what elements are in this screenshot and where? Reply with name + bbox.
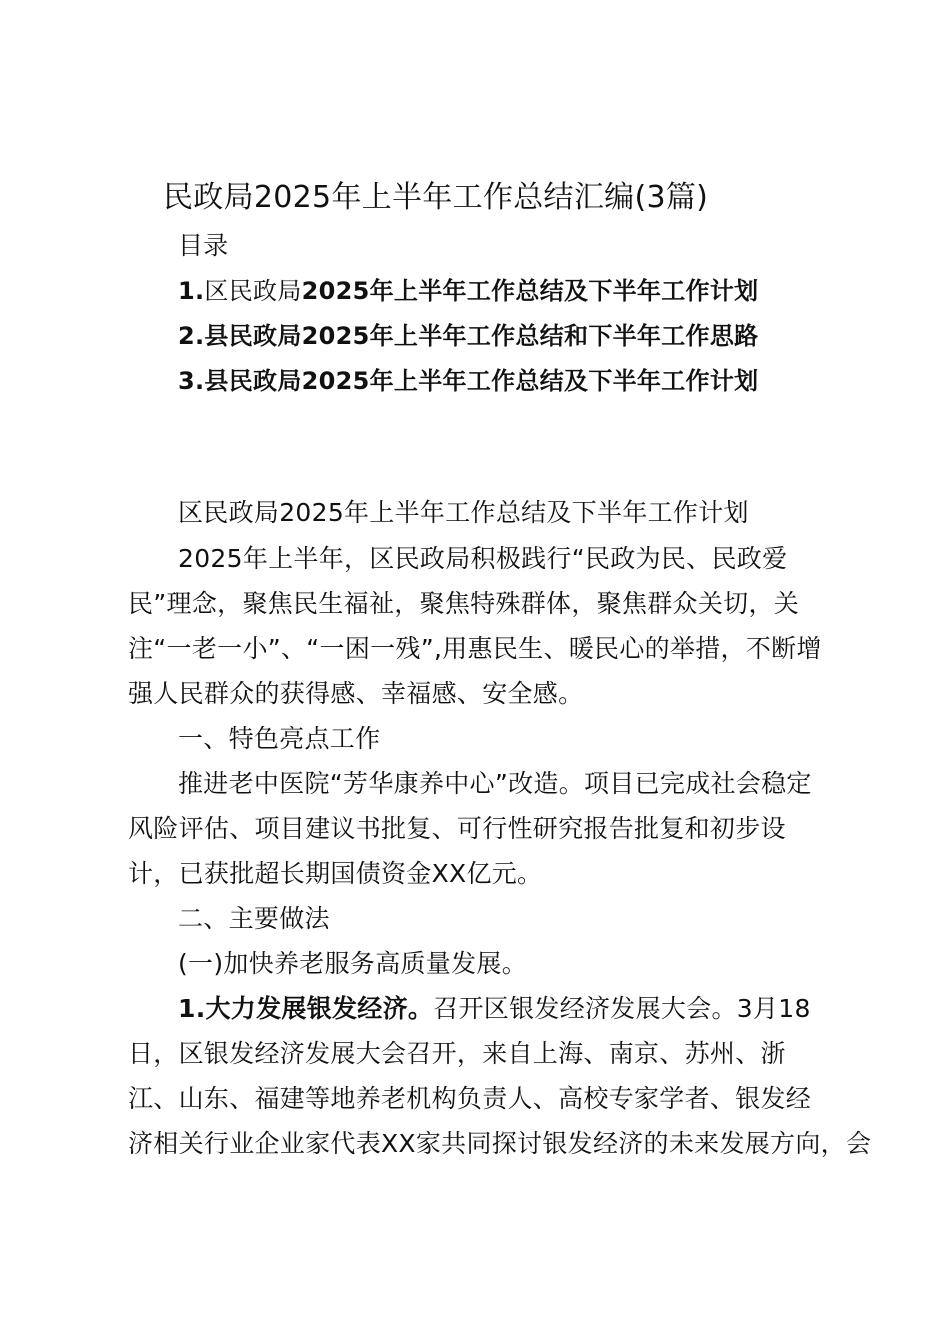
- item-1-line-2: 日，区银发经济发展大会召开，来自上海、南京、苏州、浙: [128, 1039, 786, 1068]
- intro-line-3: 注“一老一小”、“一困一残”,用惠民生、暖民心的举措，不断增: [128, 634, 822, 663]
- section-1-heading: 一、特色亮点工作: [178, 724, 381, 753]
- toc-item-1[interactable]: [178, 274, 758, 308]
- toc-item-bold-text: 2025年上半年工作总结及下半年工作计划: [301, 277, 759, 305]
- toc-item-bold-text: 县民政局2025年上半年工作总结及下半年工作计划: [204, 367, 759, 395]
- item-1-line-3: 江、山东、福建等地养老机构负责人、高校专家学者、银发经: [128, 1084, 812, 1113]
- toc-item-2[interactable]: [178, 319, 758, 353]
- toc-item-number: 1.: [178, 277, 205, 305]
- intro-line-2: 民”理念，聚焦民生福祉，聚焦特殊群体，聚焦群众关切，关: [128, 589, 800, 618]
- toc-heading: 目录: [178, 231, 229, 260]
- item-1-bold-lead: 1.大力发展银发经济。: [178, 994, 434, 1023]
- item-1-rest: 召开区银发经济发展大会。3月18: [433, 994, 811, 1023]
- section-1-line-3: 计，已获批超长期国债资金XX亿元。: [128, 859, 543, 888]
- item-1-line-4: 济相关行业企业家代表XX家共同探讨银发经济的未来发展方向，会: [128, 1129, 872, 1158]
- article-title: 区民政局2025年上半年工作总结及下半年工作计划: [178, 498, 749, 527]
- toc-item-bold-text: 县民政局2025年上半年工作总结和下半年工作思路: [204, 322, 759, 350]
- section-1-line-2: 风险评估、项目建议书批复、可行性研究报告批复和初步设: [128, 814, 786, 843]
- intro-line-1: 2025年上半年，区民政局积极践行“民政为民、民政爱: [178, 544, 788, 573]
- toc-item-number: 2.: [178, 322, 205, 350]
- item-1-line-1: [178, 992, 811, 1026]
- toc-item-3[interactable]: [178, 364, 758, 398]
- toc-item-normal-text: 区民政局: [204, 277, 302, 305]
- section-2-heading: 二、主要做法: [178, 904, 330, 933]
- toc-item-number: 3.: [178, 367, 205, 395]
- intro-line-4: 强人民群众的获得感、幸福感、安全感。: [128, 679, 584, 708]
- section-1-line-1: 推进老中医院“芳华康养中心”改造。项目已完成社会稳定: [178, 769, 812, 798]
- subsection-1-heading: (一)加快养老服务高质量发展。: [178, 949, 528, 978]
- document-title: 民政局2025年上半年工作总结汇编(3篇): [163, 180, 709, 215]
